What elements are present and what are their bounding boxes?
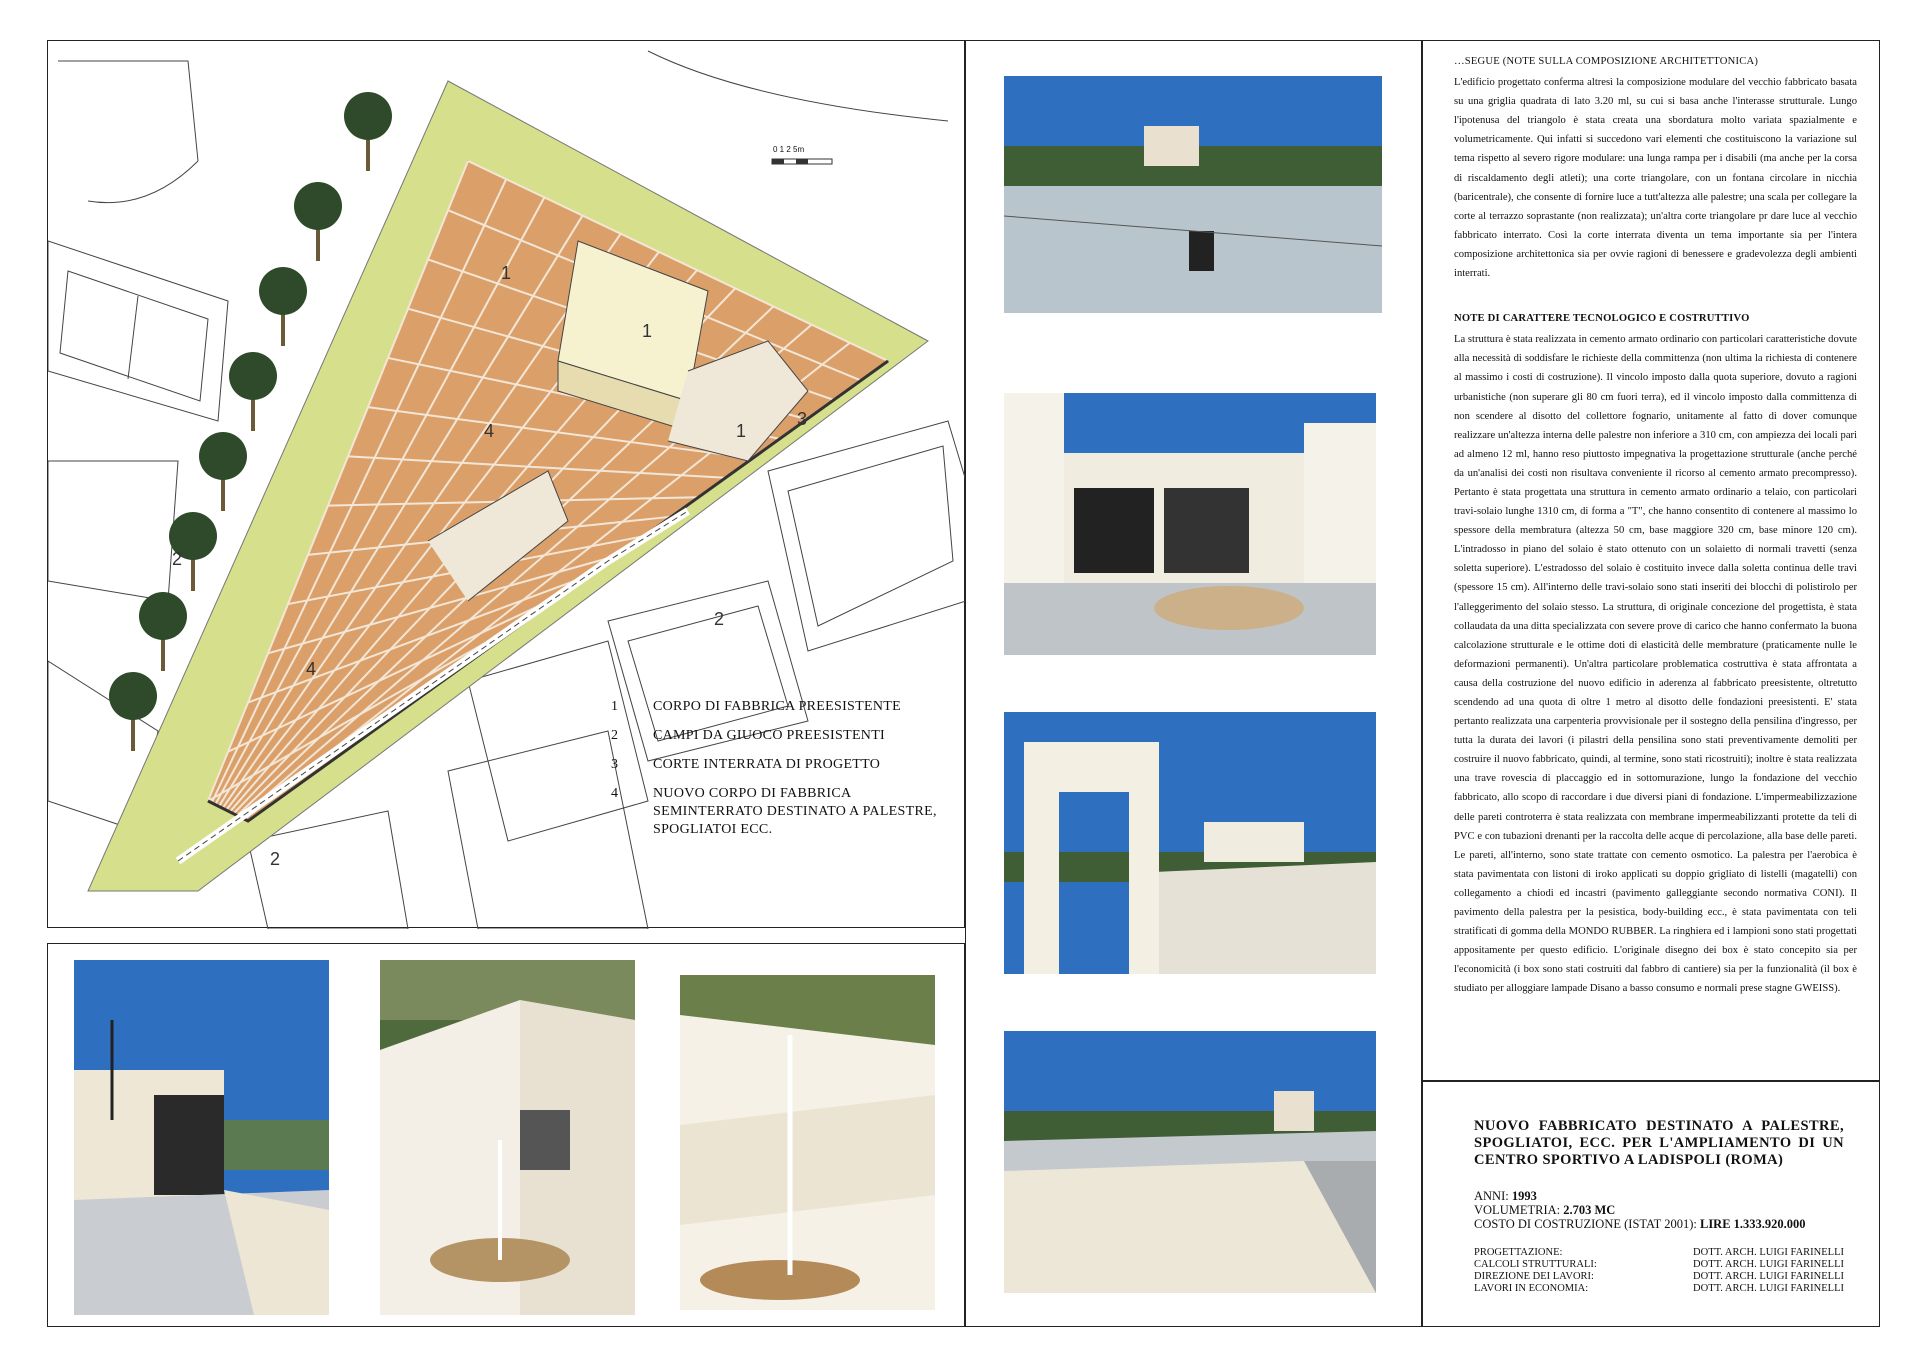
legend-item: 3 CORTE INTERRATA DI PROGETTO (611, 757, 881, 772)
plan-label-1b: 1 (642, 321, 653, 341)
plan-label-2b: 2 (714, 609, 725, 629)
palm-tree (344, 92, 392, 171)
credit-row: CALCOLI STRUTTURALI: DOTT. ARCH. LUIGI FARINELLI (1474, 1259, 1844, 1270)
palm-tree (294, 182, 342, 261)
photo-fountain-detail (680, 975, 935, 1310)
palm-tree (199, 432, 247, 511)
plan-label-2c: 2 (270, 849, 281, 869)
photo-side-passage (1004, 1031, 1376, 1293)
credit-row: PROGETTAZIONE: DOTT. ARCH. LUIGI FARINELLI (1474, 1247, 1844, 1258)
plan-legend (611, 698, 953, 850)
plan-label-1a: 1 (501, 263, 512, 283)
palm-tree (259, 267, 307, 346)
palm-tree (109, 672, 157, 751)
plan-label-4a: 4 (484, 421, 495, 441)
credit-row: DIREZIONE DEI LAVORI: DOTT. ARCH. LUIGI FARINELLI (1474, 1271, 1844, 1282)
project-credits (1474, 1247, 1844, 1295)
scale-bar-graphic (770, 157, 840, 167)
photo-sunken-court (1004, 393, 1376, 655)
photo-entrance-ramp (74, 960, 329, 1315)
photo-portal-wall (1004, 712, 1376, 974)
notes-paragraph-technology: La struttura è stata realizzata in cemento armato ordinario con particolari caratteristiche dovute alla necessità di soddisfare le richieste della committenza (non ultima la richiesta di contenere al massimo i costi di costruzione). Il vincolo imposto dalla quota superiore, dovuto a ragioni urbanistiche (non superare gli 80 cm fuori terra), ed il vincolo imposto dalla committenza di non scendere al disotto del collettore fognario, unitamente al fatto di dover comunque realizzare un'altezza interna delle palestre non inferiore a 310 cm, con ampiezza dei locali pari ad almeno 12 ml, hanno reso piuttosto impegnativa la progettazione strutturale (anche perché da un'analisi dei costi non risultava conveniente il ricorso al cemento armato precompresso). Pertanto è stata progettata una struttura in cemento armato ordinario a telaio, con particolari travi-solaio lunghe 1310 cm, di forma a "T", che hanno consentito di contenere al massimo lo spessore della membratura (altezza 50 cm, base maggiore 320 cm, base minore 120 cm). L'intradosso in piano del solaio è stato ottenuto con un solaietto di normali travetti (senza soletta superiore). L'estradosso del solaio è costituito invece dalla soletta continua delle travi (spessore 15 cm). All'interno delle travi-solaio sono stati inseriti dei blocchi di polistirolo per l'alleggerimento del solaio stesso. La struttura, di originale concezione del progettista, è stata collaudata da una ditta specializzata con severe prove di carico che hanno confermato la buona calcolazione strutturale e le ottime doti di elasticità delle membrature (praticamente nulle le deformazioni permanenti). Un'altra particolare problematica costruttiva è stata affrontata a causa della costruzione del nuovo edificio in aderenza al fabbricato preesistente, oltretutto scendendo ad una quota di oltre 1 metro al disotto delle fondazioni preesistenti. E' stata pertanto realizzata una carpenteria provvisionale per il sostegno della pensilina d'ingresso, per tutta la durata dei lavori (i pilastri della pensilina sono stati preventivamente demoliti per costruire il nuovo fabbricato, quindi, al termine, sono stati ricostruiti); inoltre è stata realizzata una trave rovescia di placcaggio ed in sottomurazione, lungo la fondazione del vecchio fabbricato, allo scopo di raccordare i due diversi piani di fondazione. L'impermeabilizzazione delle pareti controterra è stata realizzata con membrane impermeabilizzanti protette da teli di PVC e con tubazioni drenanti per la raccolta delle acque di percolazione, alla base delle pareti. Le pareti, all'interno, sono state trattate con cemento osmotico. La palestra per l'aerobica è stata pavimentata con listoni di iroko applicati su doppio grigliato di listelli (magatelli) con collegamento a chiodi ed incastri (pavimento galleggiante secondo normativa CONI). Il pavimento della palestra per la pesistica, body-building ecc., è stata pavimentata con teli stratificati di gomma della MONDO RUBBER. La ringhiera ed i lampioni sono stati progettati appositamente per questo edificio. L'originale disegno dei box è stato concepito sia per l'economicità (i box sono stati costruiti dal fabbro di cantiere) sia per la funzionalità (il box è studiato per alloggiare lampade Disano a basso consumo e normali prese stagne GWEISS). (1454, 334, 1857, 995)
credit-row: LAVORI IN ECONOMIA: DOTT. ARCH. LUIGI FARINELLI (1474, 1283, 1844, 1294)
legend-item: 2 CAMPI DA GIUOCO PREESISTENTI (611, 728, 886, 743)
notes-heading-composition: …SEGUE (NOTE SULLA COMPOSIZIONE ARCHITETTONICA) (1454, 56, 1759, 67)
plan-label-1c: 1 (736, 421, 747, 441)
project-title-block (1474, 1118, 1844, 1295)
project-metadata: ANNI: 1993 VOLUMETRIA: 2.703 MC COSTO DI COSTRUZIONE (ISTAT 2001): LIRE 1.333.920.000 (1474, 1189, 1806, 1231)
plan-label-4b: 4 (306, 659, 317, 679)
palm-tree (229, 352, 277, 431)
photo-court-fountain (380, 960, 635, 1315)
scale-bar: 0 1 2 5m (773, 145, 805, 154)
plan-label-2a: 2 (172, 549, 183, 569)
project-title: NUOVO FABBRICATO DESTINATO A PALESTRE, SPOGLIATOI, ECC. PER L'AMPLIAMENTO DI UN CENTRO SPORTIVO A LADISPOLI (ROMA) (1474, 1118, 1844, 1168)
notes-heading-technology: NOTE DI CARATTERE TECNOLOGICO E COSTRUTTIVO (1454, 313, 1750, 325)
legend-item: 1 CORPO DI FABBRICA PREESISTENTE (611, 699, 901, 714)
photo-roof-terrace (1004, 76, 1382, 313)
legend-item: 4 NUOVO CORPO DI FABBRICA SEMINTERRATO DESTINATO A PALESTRE, SPOGLIATOI ECC. (611, 786, 937, 837)
notes-text (1454, 52, 1857, 999)
plan-label-3: 3 (797, 409, 808, 429)
palm-tree (139, 592, 187, 671)
notes-paragraph-composition: L'edificio progettato conferma altresì la composizione modulare del vecchio fabbricato basata su una griglia quadrata di lato 3.20 ml, su cui si basa anche l'interasse strutturale. Lungo l'ipotenusa del triangolo è stata creata una sbordatura molto variata spazialmente e volumetricamente. Qui infatti si succedono vari elementi che costituiscono la variazione sul tema rispetto al severo rigore modulare: una lunga rampa per i disabili (ma anche per la corsa di riscaldamento degli atleti); una corte triangolare, con un fontana circolare in nicchia (baricentrale), che consente di fornire luce a tutt'altezza alle palestre; una scala per collegare la corte al terrazzo soprastante (non realizzata); un'altra corte triangolare pr dare luce al vecchio fabbricato interrato. Così la corte interrata diventa un tema importante sia per l'intera composizione architettonica sia per ovvie ragioni di benessere e gradevolezza degli ambienti interrati. (1454, 77, 1857, 280)
